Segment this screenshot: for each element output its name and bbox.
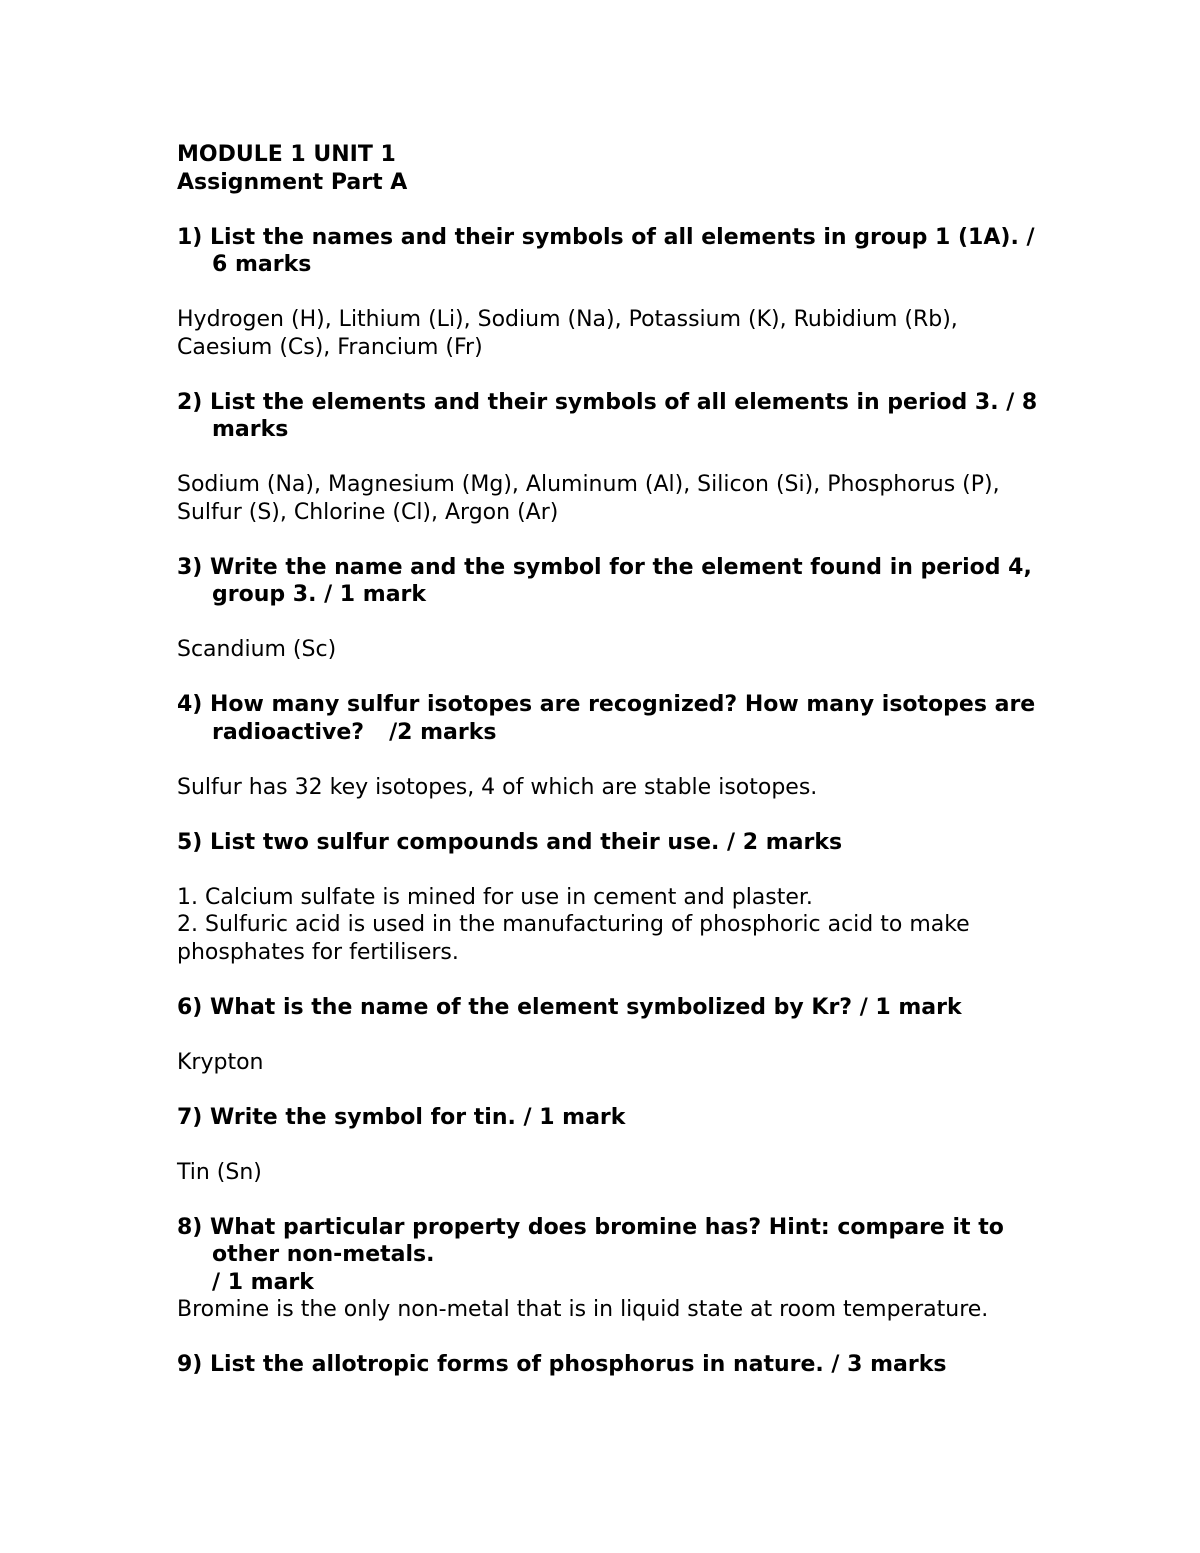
question-4 bbox=[177, 691, 1057, 746]
document-page bbox=[177, 141, 1057, 1379]
answer-1: Hydrogen (H), Lithium (Li), Sodium (Na), Potassium (K), Rubidium (Rb), Caesium (Cs), Francium (Fr) bbox=[177, 307, 958, 360]
answer-6: Krypton bbox=[177, 1049, 264, 1075]
answer-7: Tin (Sn) bbox=[177, 1159, 262, 1185]
question-7: 7) Write the symbol for tin. / 1 mark bbox=[177, 1104, 626, 1130]
question-9: 9) List the allotropic forms of phosphorus in nature. / 3 marks bbox=[177, 1352, 947, 1377]
question-3: 3) Write the name and the symbol for the element found in period 4, group 3. / 1 mark bbox=[177, 554, 1032, 607]
question-8: 8) What particular property does bromine has? Hint: compare it to other non-metals. bbox=[177, 1214, 1004, 1267]
answer-8: Bromine is the only non-metal that is in liquid state at room temperature. bbox=[177, 1297, 989, 1322]
answer-5-item-2: 2. Sulfuric acid is used in the manufacturing of phosphoric acid to make phosphates for fertilisers. bbox=[177, 912, 970, 965]
assignment-subtitle: Assignment Part A bbox=[177, 169, 408, 195]
question-2: 2) List the elements and their symbols of all elements in period 3. / 8 marks bbox=[177, 389, 1038, 442]
question-4-text: 4) How many sulfur isotopes are recognized? How many isotopes are radioactive? bbox=[177, 692, 1036, 745]
answer-3: Scandium (Sc) bbox=[177, 637, 337, 662]
question-4-marks: /2 marks bbox=[389, 719, 497, 745]
question-5: 5) List two sulfur compounds and their use. / 2 marks bbox=[177, 829, 843, 855]
question-8-marks: / 1 mark bbox=[212, 1269, 314, 1295]
answer-2: Sodium (Na), Magnesium (Mg), Aluminum (Al), Silicon (Si), Phosphorus (P), Sulfur (S), Chlorine (Cl), Argon (Ar) bbox=[177, 472, 1000, 525]
answer-5-item-1: 1. Calcium sulfate is mined for use in cement and plaster. bbox=[177, 884, 813, 910]
question-6: 6) What is the name of the element symbolized by Kr? / 1 mark bbox=[177, 994, 962, 1020]
question-1: 1) List the names and their symbols of all elements in group 1 (1A). / 6 marks bbox=[177, 224, 1035, 277]
answer-4: Sulfur has 32 key isotopes, 4 of which are stable isotopes. bbox=[177, 774, 818, 800]
module-title: MODULE 1 UNIT 1 bbox=[177, 142, 396, 167]
